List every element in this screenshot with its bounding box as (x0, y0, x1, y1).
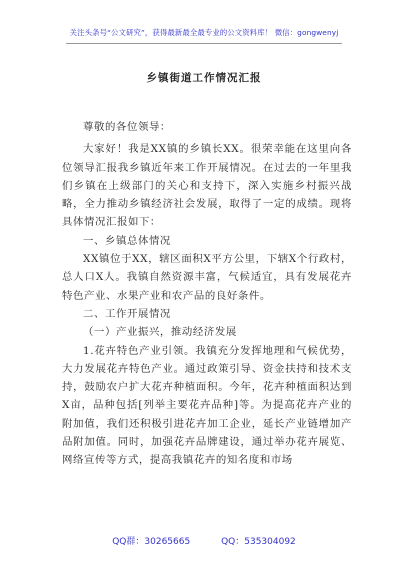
salutation: 尊敬的各位领导： (83, 121, 171, 133)
document-title: 乡镇街道工作情况汇报 (146, 72, 262, 84)
document-body (62, 118, 352, 470)
section-heading-work: 二、工作开展情况 (83, 307, 171, 320)
footer-contact (0, 534, 408, 547)
header-divider (66, 43, 342, 44)
header-note: 关注头条号“公文研究”，获得最新最全最专业的公文资料库！ 微信：gongwenyj (69, 28, 339, 37)
subsection-heading-industry: （一）产业振兴，推动经济发展 (83, 326, 237, 339)
footer-qq-group: QQ群：30265665 (112, 537, 191, 547)
section-heading-overview: 一、乡镇总体情况 (83, 234, 171, 247)
paragraph-overview: XX镇位于XX，辖区面积X平方公里，下辖X个行政村，总人口X人。我镇自然资源丰富，气候适宜，具有发展花卉特色产业、水果产业和农产品的良好条件。 (62, 253, 352, 302)
footer-qq: QQ：535304092 (221, 537, 296, 547)
paragraph-flower-industry: 1.花卉特色产业引领。我镇充分发挥地理和气候优势，大力发展花卉特色产业。通过政策引导、资金扶持和技术支持，鼓励农户扩大花卉种植面积。今年，花卉种植面积达到X亩，品种包括[列举主要花卉品种]等。为提高花卉产业的附加值，我们还积极引进花卉加工企业，延长产业链增加产品附加值。同时，加强花卉品牌建设，通过举办花卉展览、网络宣传等方式，提高我镇花卉的知名度和市场 (62, 344, 352, 467)
paragraph-intro: 大家好！我是XX镇的乡镇长XX。很荣幸能在这里向各位领导汇报我乡镇近年来工作开展情况。在过去的一年里我们乡镇在上级部门的关心和支持下，深入实施乡村振兴战略，全力推动乡镇经济社会发展，取得了一定的成绩。现将具体情况汇报如下： (62, 143, 352, 229)
